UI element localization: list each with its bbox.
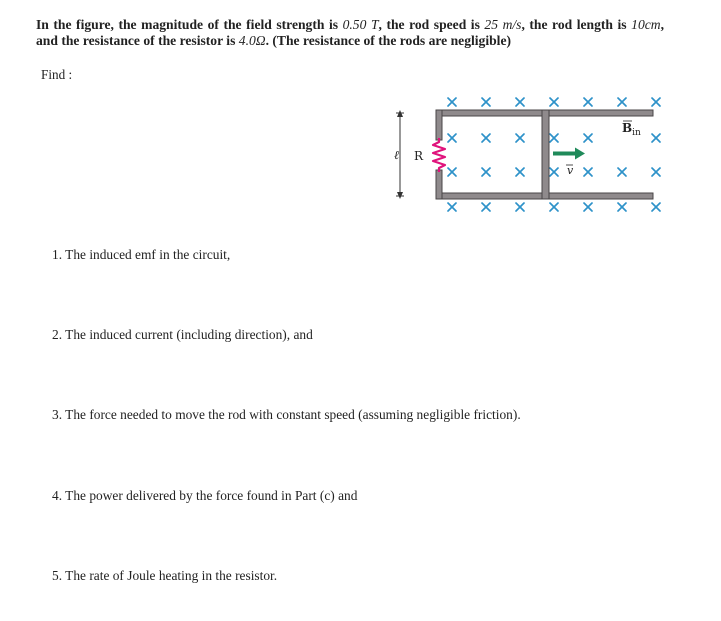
field-cross-icon	[448, 134, 456, 142]
field-cross-icon	[482, 168, 490, 176]
rod-length-value: 10cm	[631, 17, 661, 32]
field-strength-value: 0.50 T	[342, 17, 379, 32]
field-cross-icon	[584, 168, 592, 176]
field-cross-icon	[550, 203, 558, 211]
moving-rod	[542, 110, 549, 199]
question-1: 1. The induced emf in the circuit,	[52, 247, 231, 262]
field-cross-icon	[652, 203, 660, 211]
field-cross-icon	[516, 134, 524, 142]
field-cross-icon	[618, 168, 626, 176]
left-connector-lower	[436, 170, 442, 199]
field-label: $B_{in}$	[622, 121, 641, 138]
problem-statement: In the figure, the magnitude of the field strength is 0.50 T, the rod speed is 25 m/s, the rod length is 10cm, and the resistance of the resistor is 4.0Ω. (The resistance of the rods are negligible)	[36, 17, 665, 48]
resistor-label: R	[414, 149, 424, 163]
field-cross-icon	[618, 98, 626, 106]
field-cross-icon	[482, 98, 490, 106]
question-5: 5. The rate of Joule heating in the resistor.	[52, 568, 278, 583]
field-cross-icon	[448, 168, 456, 176]
field-cross-icon	[482, 134, 490, 142]
field-cross-icon	[652, 168, 660, 176]
field-cross-icon	[516, 203, 524, 211]
field-cross-icon	[584, 203, 592, 211]
field-cross-icon	[584, 98, 592, 106]
field-cross-icon	[516, 168, 524, 176]
field-cross-icon	[618, 203, 626, 211]
resistor	[433, 138, 445, 172]
resistance-value: 4.0Ω	[238, 33, 266, 48]
question-4: 4. The power delivered by the force found in Part (c) and	[52, 488, 358, 503]
velocity-arrow	[553, 148, 585, 160]
field-cross-icon	[448, 98, 456, 106]
find-label: Find :	[41, 67, 73, 82]
field-cross-icon	[550, 98, 558, 106]
field-cross-icon	[584, 134, 592, 142]
field-cross-icon	[448, 203, 456, 211]
field-cross-icon	[516, 98, 524, 106]
field-cross-icon	[482, 203, 490, 211]
field-cross-icon	[652, 134, 660, 142]
left-connector	[436, 110, 442, 140]
circuit-figure	[380, 90, 670, 218]
length-label: ℓ	[394, 148, 399, 162]
field-cross-icon	[550, 168, 558, 176]
question-2: 2. The induced current (including direction), and	[52, 327, 313, 342]
rod-speed-value: 25 m/s	[484, 17, 522, 32]
field-cross-icon	[652, 98, 660, 106]
velocity-label: v	[567, 164, 574, 177]
field-cross-icon	[550, 134, 558, 142]
question-3: 3. The force needed to move the rod with constant speed (assuming negligible friction).	[52, 407, 521, 422]
